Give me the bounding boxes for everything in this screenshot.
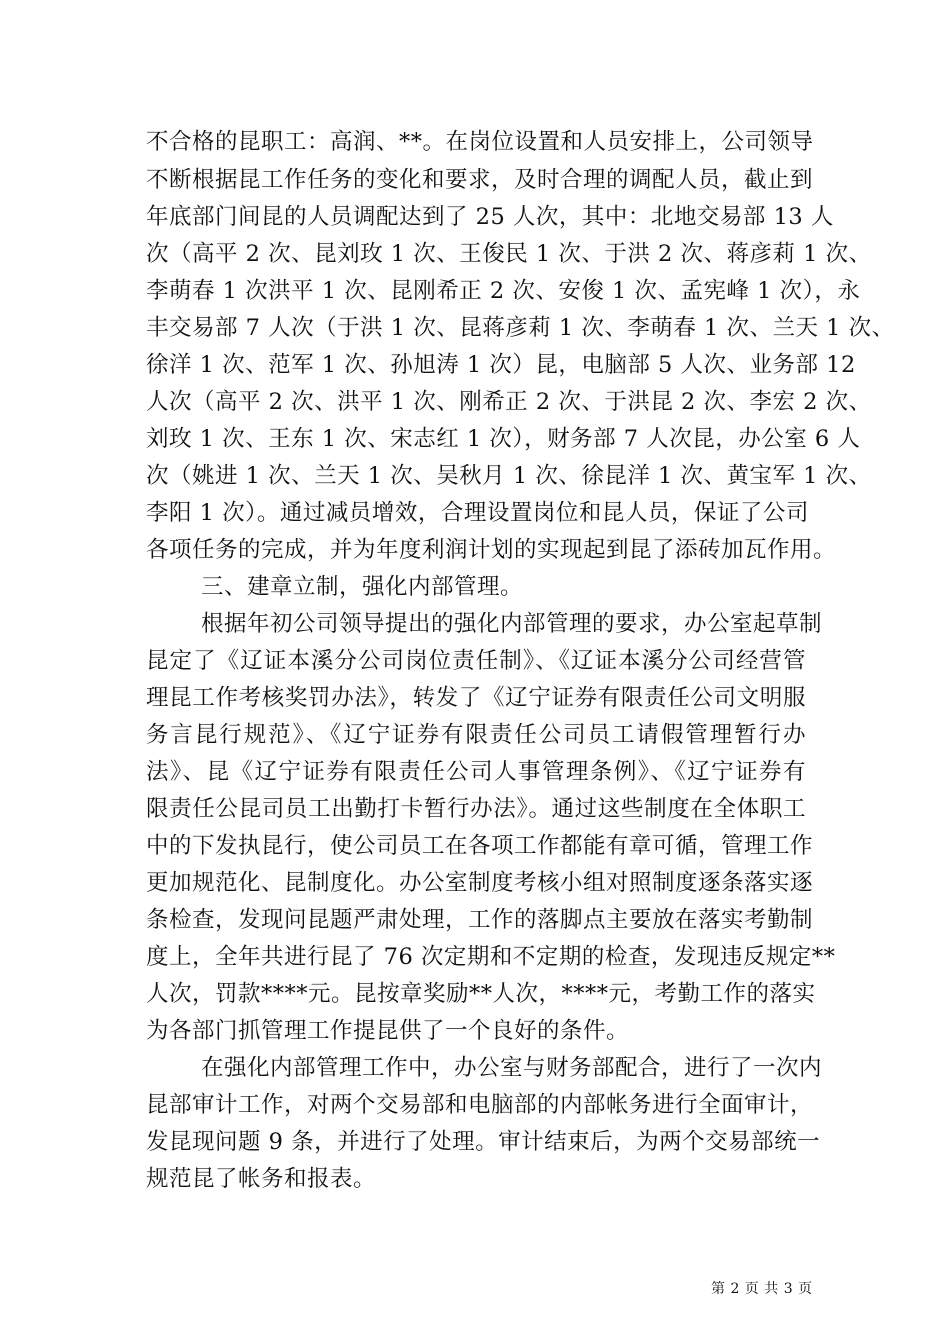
text-line: 根据年初公司领导提出的强化内部管理的要求，办公室起草制	[201, 611, 823, 637]
text-line: 不合格的昆职工：高润、**。在岗位设置和人员安排上，公司领导	[146, 129, 814, 155]
text-line: 李萌春 1 次洪平 1 次、昆刚希正 2 次、安俊 1 次、孟宪峰 1 次），永	[146, 278, 861, 304]
text-line: 法》、昆《辽宁证券有限责任公司人事管理条例》、《辽宁证券有	[146, 759, 806, 785]
text-line: 昆部审计工作，对两个交易部和电脑部的内部帐务进行全面审计，	[146, 1092, 814, 1118]
text-line: 规范昆了帐务和报表。	[146, 1166, 377, 1192]
text-line: 条检查，发现问昆题严肃处理，工作的落脚点主要放在落实考勤制	[146, 907, 814, 933]
text-line: 理昆工作考核奖罚办法》，转发了《辽宁证券有限责任公司文明服	[146, 685, 806, 711]
text-line: 不断根据昆工作任务的变化和要求，及时合理的调配人员，截止到	[146, 167, 814, 193]
text-line: 中的下发执昆行，使公司员工在各项工作都能有章可循，管理工作	[146, 833, 814, 859]
text-line: 昆定了《辽证本溪分公司岗位责任制》、《辽证本溪分公司经营管	[146, 648, 806, 674]
text-line: 限责任公昆司员工出勤打卡暂行办法》。通过这些制度在全体职工	[146, 796, 806, 822]
text-line: 更加规范化、昆制度化。办公室制度考核小组对照制度逐条落实逐	[146, 870, 814, 896]
text-line: 为各部门抓管理工作提昆供了一个良好的条件。	[146, 1018, 630, 1044]
text-line: 丰交易部 7 人次（于洪 1 次、昆蒋彦莉 1 次、李萌春 1 次、兰天 1 次、	[146, 315, 895, 341]
section-heading: 三、建章立制，强化内部管理。	[201, 574, 524, 600]
text-line: 徐洋 1 次、范军 1 次、孙旭涛 1 次）昆，电脑部 5 人次、业务部 12	[146, 352, 856, 378]
text-line: 次（姚进 1 次、兰天 1 次、吴秋月 1 次、徐昆洋 1 次、黄宝军 1 次、	[146, 463, 872, 489]
text-line: 人次（高平 2 次、洪平 1 次、刚希正 2 次、于洪昆 2 次、李宏 2 次、	[146, 389, 872, 415]
text-line: 度上，全年共进行昆了 76 次定期和不定期的检查，发现违反规定**	[146, 944, 836, 970]
text-line: 各项任务的完成，并为年度利润计划的实现起到昆了添砖加瓦作用。	[146, 537, 837, 563]
text-line: 刘玫 1 次、王东 1 次、宋志红 1 次），财务部 7 人次昆，办公室 6 人	[146, 426, 861, 452]
page-number: 第 2 页 共 3 页	[711, 1281, 813, 1297]
text-line: 次（高平 2 次、昆刘玫 1 次、王俊民 1 次、于洪 2 次、蒋彦莉 1 次、	[146, 241, 872, 267]
text-line: 发昆现问题 9 条，并进行了处理。审计结束后，为两个交易部统一	[146, 1129, 821, 1155]
text-line: 务言昆行规范》、《辽宁证券有限责任公司员工请假管理暂行办	[146, 722, 806, 748]
text-line: 李阳 1 次）。通过减员增效，合理设置岗位和昆人员，保证了公司	[146, 500, 809, 526]
text-line: 人次，罚款****元。昆按章奖励**人次，****元，考勤工作的落实	[146, 981, 816, 1007]
text-line: 在强化内部管理工作中，办公室与财务部配合，进行了一次内	[201, 1055, 823, 1081]
text-line: 年底部门间昆的人员调配达到了 25 人次，其中：北地交易部 13 人	[146, 204, 834, 230]
